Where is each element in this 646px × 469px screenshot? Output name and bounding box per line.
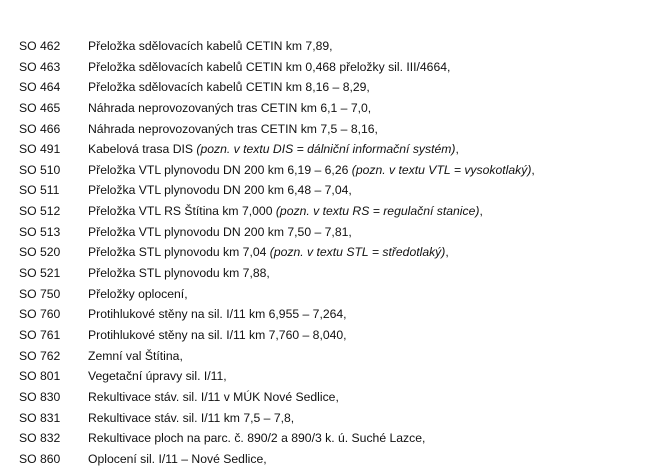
object-description xyxy=(88,366,639,387)
description-text: Přeložka STL plynovodu km 7,88, xyxy=(88,266,270,281)
object-description xyxy=(88,449,639,469)
object-description xyxy=(88,346,639,367)
description-tail: , xyxy=(479,204,483,219)
description-text: Přeložky oplocení, xyxy=(88,286,188,301)
description-text: Přeložka STL plynovodu km 7,04 xyxy=(88,245,270,260)
list-item xyxy=(19,346,639,367)
object-code: SO 462 xyxy=(19,39,61,53)
list-item xyxy=(19,139,639,160)
list-item xyxy=(19,180,639,201)
list-item xyxy=(19,304,639,325)
list-item xyxy=(19,263,639,284)
object-code: SO 466 xyxy=(19,121,61,136)
description-text: Zemní val Štítina, xyxy=(88,348,183,363)
description-text: Přeložka sdělovacích kabelů CETIN km 8,16 – 8,29, xyxy=(88,80,370,95)
description-text: Rekultivace ploch na parc. č. 890/2 a 890/3 k. ú. Suché Lazce, xyxy=(88,431,426,446)
description-text: Přeložka VTL RS Štítina km 7,000 xyxy=(88,204,276,219)
list-item xyxy=(19,98,639,119)
object-code: SO 831 xyxy=(19,410,61,425)
list-item xyxy=(19,201,639,222)
list-item xyxy=(19,428,639,449)
list-item xyxy=(19,242,639,263)
object-code: SO 464 xyxy=(19,80,61,95)
list-item xyxy=(19,57,639,78)
description-tail: , xyxy=(455,142,459,157)
object-code: SO 520 xyxy=(19,245,61,260)
description-text: Přeložka VTL plynovodu DN 200 km 7,50 – 7,81, xyxy=(88,224,352,239)
object-description xyxy=(88,242,639,263)
description-text: Vegetační úpravy sil. I/11, xyxy=(88,369,227,384)
list-item xyxy=(19,408,639,429)
object-code: SO 510 xyxy=(19,162,61,177)
object-description xyxy=(88,160,639,181)
list-item xyxy=(19,387,639,408)
description-note: (pozn. v textu STL = středotlaký) xyxy=(269,245,446,260)
list-item xyxy=(19,77,639,98)
description-text: Rekultivace stáv. sil. I/11 v MÚK Nové Sedlice, xyxy=(88,389,339,404)
object-code: SO 512 xyxy=(19,204,61,219)
list-item xyxy=(19,222,639,243)
object-description xyxy=(88,304,639,325)
list-item xyxy=(19,119,639,140)
description-text: Kabelová trasa DIS xyxy=(88,142,197,157)
object-description xyxy=(88,284,639,305)
description-text: Protihlukové stěny na sil. I/11 km 7,760 – 8,040, xyxy=(88,327,347,342)
object-description xyxy=(88,77,639,98)
list-item xyxy=(19,284,639,305)
object-description xyxy=(88,139,639,160)
object-description xyxy=(88,222,639,243)
object-description xyxy=(88,119,639,140)
object-code: SO 465 xyxy=(19,100,61,115)
object-description xyxy=(88,98,639,119)
list-item xyxy=(19,449,639,469)
object-code: SO 761 xyxy=(19,327,61,342)
object-code: SO 760 xyxy=(19,307,61,322)
object-description xyxy=(88,180,639,201)
list-item xyxy=(19,325,639,346)
object-description xyxy=(88,57,639,78)
object-description xyxy=(88,408,639,429)
description-text: Náhrada neprovozovaných tras CETIN km 7,5 – 8,16, xyxy=(88,121,378,136)
description-note: (pozn. v textu DIS = dálniční informační systém) xyxy=(196,142,456,157)
object-code: SO 762 xyxy=(19,348,61,363)
description-text: Náhrada neprovozovaných tras CETIN km 6,1 – 7,0, xyxy=(88,100,372,115)
list-item xyxy=(19,366,639,387)
description-text: Rekultivace stáv. sil. I/11 km 7,5 – 7,8, xyxy=(88,410,295,425)
object-description xyxy=(88,325,639,346)
object-code: SO 860 xyxy=(19,451,61,466)
description-tail: , xyxy=(445,245,449,260)
object-code: SO 801 xyxy=(19,369,61,384)
description-note: (pozn. v textu VTL = vysokotlaký) xyxy=(351,162,532,177)
list-item xyxy=(19,36,639,57)
description-text: Přeložka VTL plynovodu DN 200 km 6,19 – 6,26 xyxy=(88,162,352,177)
description-text: Protihlukové stěny na sil. I/11 km 6,955 – 7,264, xyxy=(88,307,347,322)
description-text: Přeložka sdělovacích kabelů CETIN km 0,468 přeložky sil. III/4664, xyxy=(88,59,451,74)
object-code: SO 463 xyxy=(19,59,61,74)
description-note: (pozn. v textu RS = regulační stanice) xyxy=(275,204,480,219)
object-code: SO 491 xyxy=(19,142,61,157)
object-code: SO 750 xyxy=(19,286,61,301)
object-code: SO 832 xyxy=(19,431,61,446)
object-description xyxy=(88,201,639,222)
list-item xyxy=(19,160,639,181)
object-code: SO 830 xyxy=(19,389,61,404)
object-description xyxy=(88,263,639,284)
object-description xyxy=(88,387,639,408)
construction-objects-list xyxy=(19,36,639,469)
object-description xyxy=(88,36,639,57)
object-description xyxy=(88,428,639,449)
description-text: Přeložka VTL plynovodu DN 200 km 6,48 – 7,04, xyxy=(88,183,352,198)
description-text: Přeložka sdělovacích kabelů CETIN km 7,89, xyxy=(88,39,333,53)
description-tail: , xyxy=(531,162,535,177)
object-code: SO 513 xyxy=(19,224,61,239)
description-text: Oplocení sil. I/11 – Nové Sedlice, xyxy=(88,451,267,466)
object-code: SO 521 xyxy=(19,266,61,281)
object-code: SO 511 xyxy=(19,183,60,198)
